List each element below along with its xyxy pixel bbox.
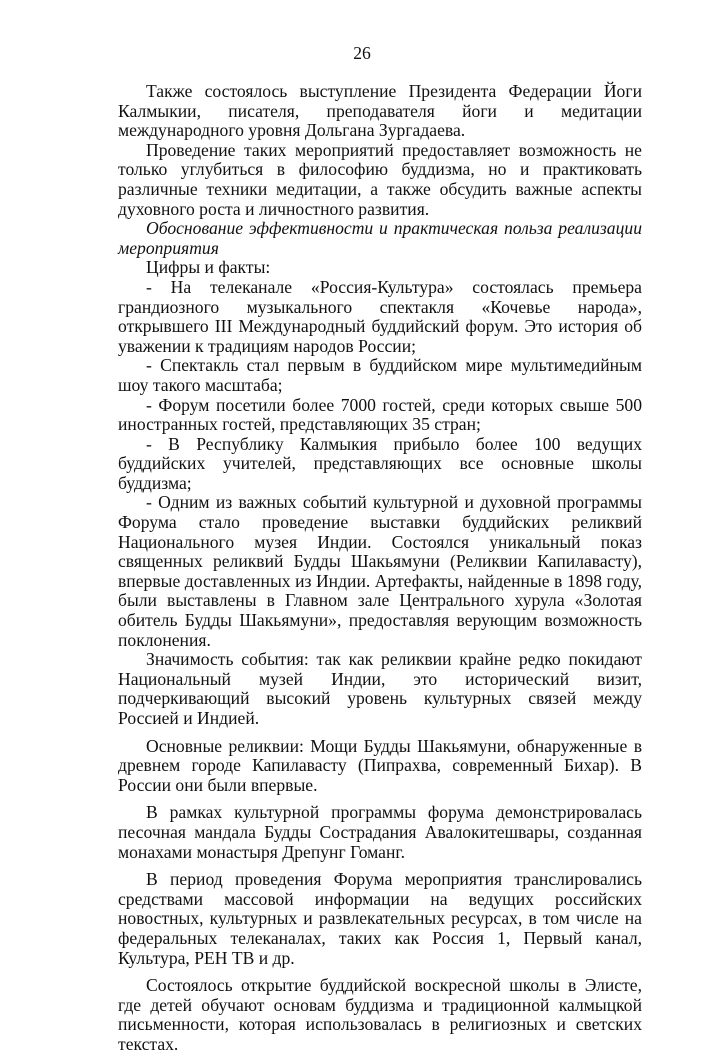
fact-item-teachers: - В Республику Калмыкия прибыло более 100 ведущих буддийских учителей, представляющих все основные школы буддизма; — [118, 433, 642, 493]
paragraph-significance: Значимость события: так как реликвии крайне редко покидают Национальный музей Индии, это исторический визит, подчеркивающий высокий уровень культурных связей между Россией и Индией. — [118, 649, 642, 728]
paragraph-president-speech: Также состоялось выступление Президента Федерации Йоги Калмыкии, писателя, преподавателя йоги и медитации международного уровня Дольгана Зургадаева. — [118, 81, 642, 141]
paragraph-sand-mandala: В рамках культурной программы форума демонстрировалась песочная мандала Будды Сострадания Авалокитешвары, созданная монахами монастыря Дрепунг Гоманг. — [118, 802, 642, 862]
fact-item-premiere: - На телеканале «Россия-Культура» состоялась премьера грандиозного музыкального спектакля «Кочевье народа», открывшего III Международный буддийский форум. Это история об уважении к традициям народов России; — [118, 276, 642, 356]
fact-item-guests: - Форум посетили более 7000 гостей, среди которых свыше 500 иностранных гостей, представляющих 35 стран; — [118, 394, 642, 435]
fact-item-relics-exhibition: - Одним из важных событий культурной и духовной программы Форума стало проведение выставки буддийских реликвий Национального музея Индии. Состоялся уникальный показ священных реликвий Будды Шакьямуни (Реликвии Капилавасту), впервые доставленных из Индии. Артефакты, найденные в 1898 году, были выставлены в Главном зале Центрального хурула «Золотая обитель Будды Шакьямуни», предоставляя верующим возможность поклонения. — [118, 492, 642, 650]
fact-item-multimedia-show: - Спектакль стал первым в буддийском мире мультимедийным шоу такого масштаба; — [118, 355, 642, 395]
section-heading-effectiveness: Обоснование эффективности и практическая польза реализации мероприятия — [118, 218, 642, 258]
facts-heading: Цифры и факты: — [146, 257, 271, 278]
paragraph-main-relics: Основные реликвии: Мощи Будды Шакьямуни, обнаруженные в древнем городе Капилавасту (Пипрахва, современный Бихар). В России они были впервые. — [118, 735, 642, 795]
document-body — [118, 82, 642, 1055]
paragraph-sunday-school: Состоялось открытие буддийской воскресной школы в Элисте, где детей обучают основам буддизма и традиционной калмыцкой письменности, которая использовалась в религиозных и светских текстах. — [118, 975, 642, 1054]
page-number: 26 — [353, 43, 371, 63]
paragraph-media-coverage: В период проведения Форума мероприятия транслировались средствами массовой информации на ведущих российских новостных, культурных и развлекательных ресурсах, в том числе на федеральных телеканалах, таких как Россия 1, Первый канал, Культура, РЕН ТВ и др. — [118, 869, 642, 968]
paragraph-events-purpose: Проведение таких мероприятий предоставляет возможность не только углубиться в философию буддизма, но и практиковать различные техники медитации, а также обсудить важные аспекты духовного роста и личностного развития. — [118, 139, 642, 219]
